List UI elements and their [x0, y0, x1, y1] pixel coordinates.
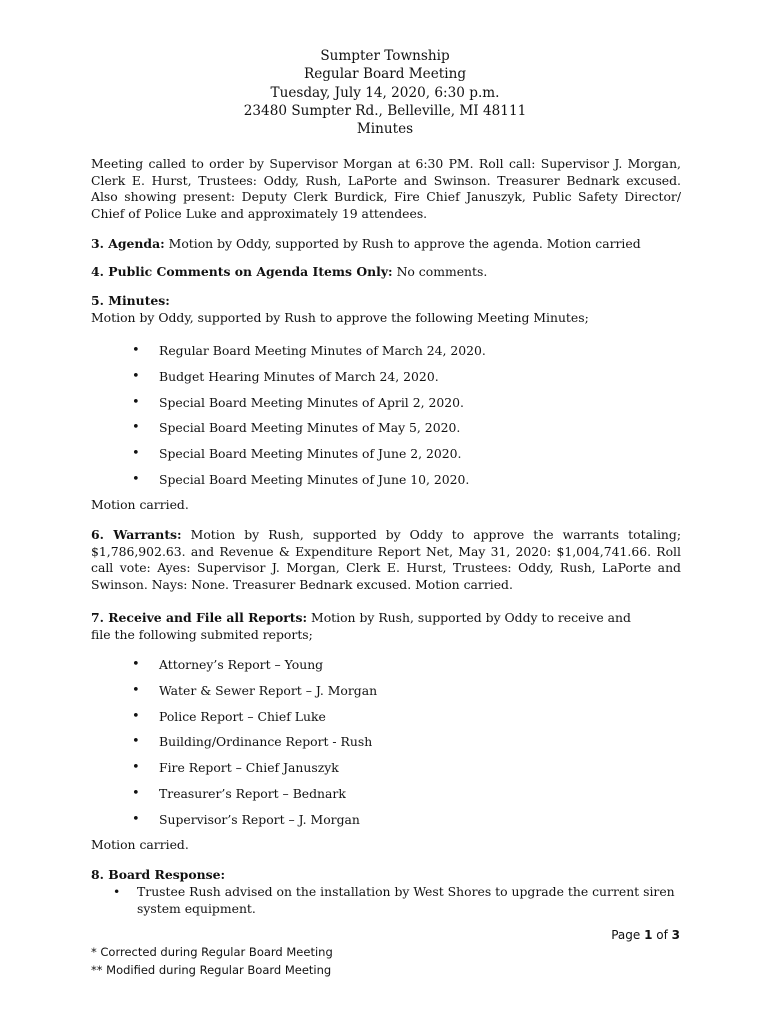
list-item: • Water & Sewer Report – J. Morgan — [131, 683, 691, 709]
agenda-section — [91, 236, 681, 253]
header-date: Tuesday, July 14, 2020, 6:30 p.m. — [270, 84, 500, 101]
minutes-heading: 5. Minutes: — [91, 293, 170, 308]
list-item: • Special Board Meeting Minutes of April 2, 2020. — [131, 395, 691, 421]
public-comments-section — [91, 264, 681, 281]
list-item: • Fire Report – Chief Januszyk — [131, 760, 691, 786]
page-number — [560, 927, 680, 944]
list-item: • Special Board Meeting Minutes of June 10, 2020. — [131, 472, 691, 498]
list-item: • Budget Hearing Minutes of March 24, 2020. — [131, 369, 691, 395]
footnote-corrected: * Corrected during Regular Board Meeting — [91, 945, 333, 959]
header-meeting-type: Regular Board Meeting — [303, 66, 467, 83]
reports-heading: 7. Receive and File all Reports: — [91, 610, 308, 625]
public-comments-heading: 4. Public Comments on Agenda Items Only: — [91, 264, 393, 279]
header-minutes: Minutes — [356, 121, 414, 138]
warrants-section — [91, 527, 681, 593]
intro-paragraph: Meeting called to order by Supervisor Morgan at 6:30 PM. Roll call: Supervisor J. Morgan, Clerk E. Hurst, Trustees: Oddy, Rush, LaPorte and Swinson. Treasurer Bednark excused. Also showing present: Deputy Clerk Burdick, Fire Chief Januszyk, Public Safety Director/ Chief of Police Luke and approximately 19 attendees. — [91, 156, 681, 221]
list-item: • Special Board Meeting Minutes of May 5, 2020. — [131, 420, 691, 446]
footnote-modified: ** Modified during Regular Board Meeting — [91, 963, 332, 977]
page-current: 1 — [644, 928, 653, 942]
board-response-text: Trustee Rush advised on the installation by West Shores to upgrade the current siren system equipment. — [137, 884, 675, 916]
list-item: • Special Board Meeting Minutes of June 2, 2020. — [131, 446, 691, 472]
header-township: Sumpter Township — [320, 48, 450, 64]
board-response-heading: 8. Board Response: — [91, 867, 226, 882]
list-item: • Regular Board Meeting Minutes of March 24, 2020. — [131, 343, 691, 369]
minutes-intro: Motion by Oddy, supported by Rush to approve the following Meeting Minutes; — [91, 310, 589, 325]
public-comments-text: No comments. — [392, 264, 488, 279]
document-header — [0, 47, 770, 138]
header-address: 23480 Sumpter Rd., Belleville, MI 48111 — [243, 102, 527, 119]
warrants-heading: 6. Warrants: — [91, 527, 182, 542]
bullet-marker: • — [113, 884, 121, 899]
list-item: • Police Report – Chief Luke — [131, 709, 691, 735]
reports-result: Motion carried. — [91, 837, 189, 852]
list-item: • Building/Ordinance Report - Rush — [131, 734, 691, 760]
reports-section — [91, 610, 651, 643]
warrants-text: Motion by Rush, supported by Oddy to approve the warrants totaling; $1,786,902.63. and Revenue & Expenditure Report Net, May 31, 2020: $1,004,741.66. Roll call vote: Ayes: Supervisor J. Morgan, Clerk E. Hurst, Trustees: Oddy, Rush, LaPorte and Swinson. Nays: None. Treasurer Bednark excused. Motion carried. — [91, 527, 681, 592]
list-item: • Treasurer’s Report – Bednark — [131, 786, 691, 812]
list-item: • Attorney’s Report – Young — [131, 657, 691, 683]
agenda-text: Motion by Oddy, supported by Rush to approve the agenda. Motion carried — [164, 236, 641, 251]
list-item: • Supervisor’s Report – J. Morgan — [131, 812, 691, 838]
minutes-result: Motion carried. — [91, 497, 189, 512]
reports-list — [131, 657, 691, 838]
page-total: 3 — [671, 928, 680, 942]
agenda-heading: 3. Agenda: — [91, 236, 165, 251]
reports-text: Motion by Rush, supported by Oddy to receive and file the following submited reports; — [91, 610, 631, 642]
page-word: Page — [611, 928, 645, 942]
page-of-word: of — [652, 928, 672, 942]
minutes-list — [131, 343, 691, 498]
